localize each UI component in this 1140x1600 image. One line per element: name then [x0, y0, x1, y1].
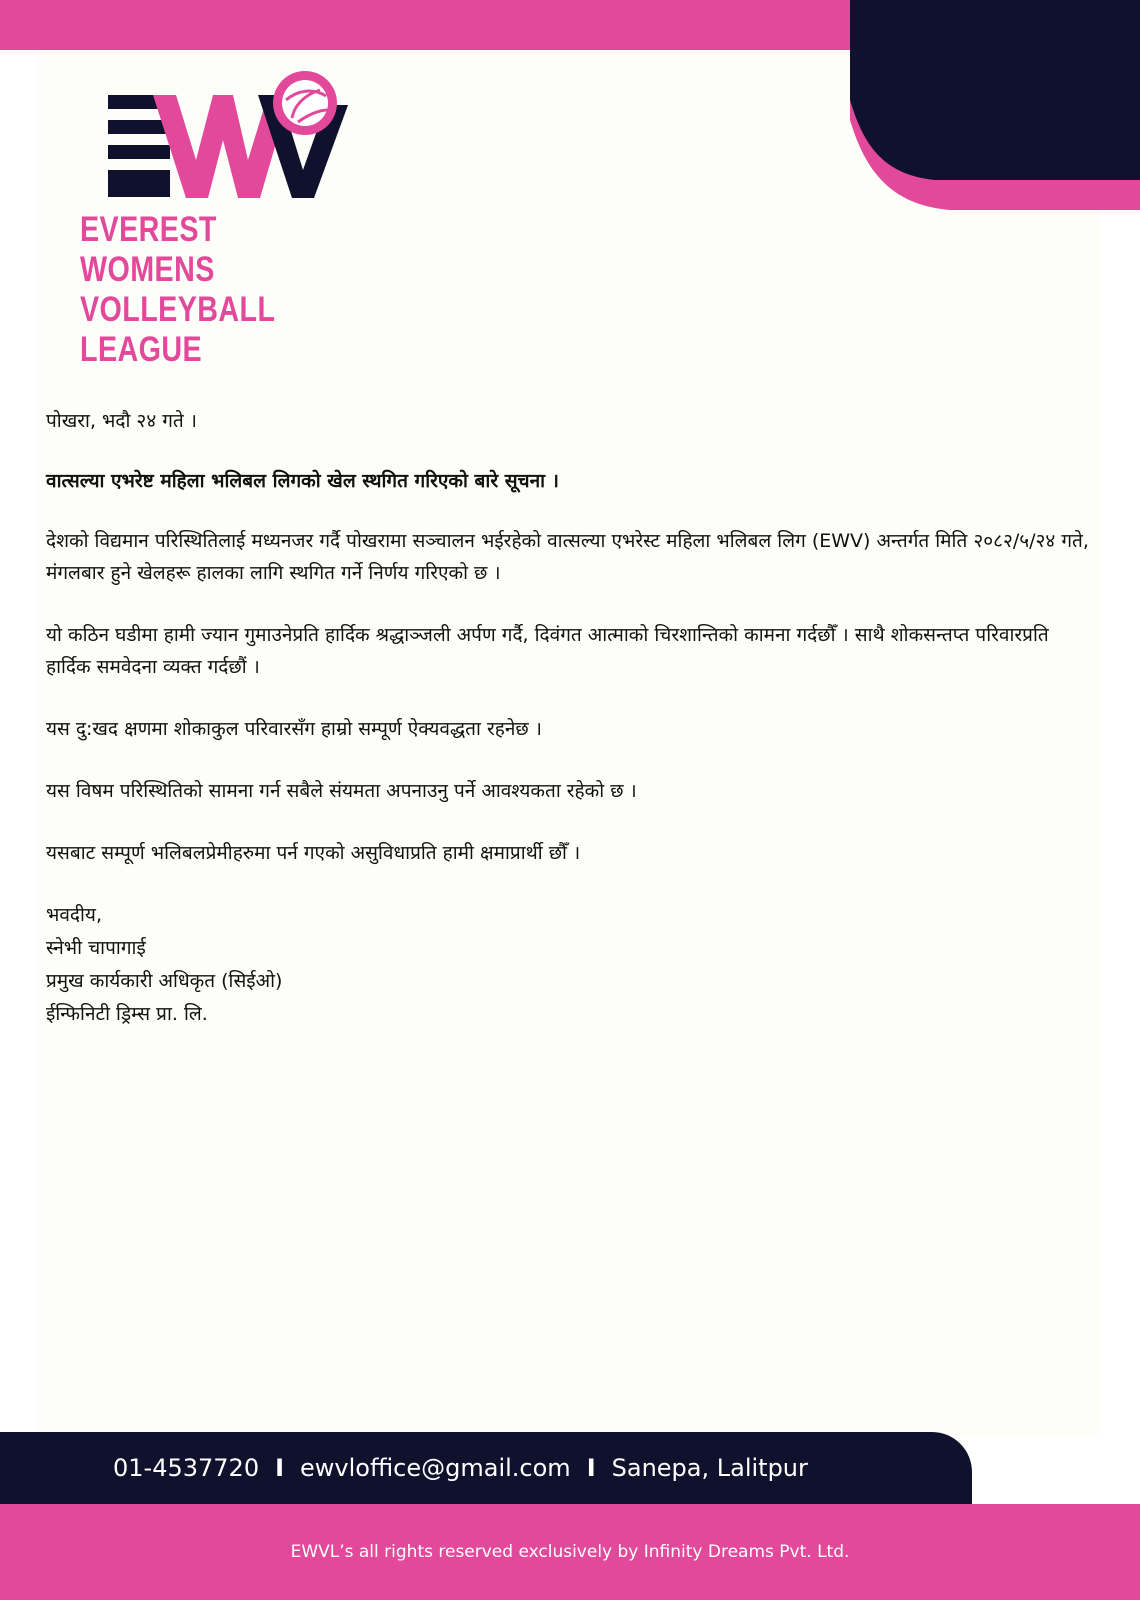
corner-decoration — [800, 0, 1140, 210]
paragraph-2: यो कठिन घडीमा हामी ज्यान गुमाउनेप्रति हार्दिक श्रद्धाञ्जली अर्पण गर्दै, दिवंगत आत्माको चिरशान्तिको कामना गर्दछौँ । साथै शोकसन्तप्त परिवारप्रति हार्दिक समवेदना व्यक्त गर्दछौं । — [46, 624, 1049, 678]
paragraph-1: देशको विद्यमान परिस्थितिलाई मध्यनजर गर्दै पोखरामा सञ्चालन भईरहेको वात्सल्या एभरेस्ट महिला भलिबल लिग (EWV) अन्तर्गत मिति २०८२/५/२४ गते, मंगलबार हुने खेलहरू हालका लागि स्थगित गर्ने निर्णय गरिएको छ । — [46, 530, 1089, 584]
paragraph-5: यसबाट सम्पूर्ण भलिबलप्रेमीहरुमा पर्न गएको असुविधाप्रति हामी क्षमाप्रार्थी छौँ । — [46, 842, 581, 864]
company-name: ईन्फिनिटी ड्रिम्स प्रा. लि. — [46, 1003, 208, 1025]
closing: भवदीय, — [46, 904, 102, 926]
footer-rights-bar — [0, 1504, 1140, 1600]
footer-address: Sanepa, Lalitpur — [611, 1454, 808, 1482]
footer-separator: I — [275, 1454, 285, 1482]
footer-phone: 01-4537720 — [113, 1454, 260, 1482]
footer-separator: I — [586, 1454, 596, 1482]
letter-body — [46, 405, 1096, 1031]
logo-line-2: VOLLEYBALL LEAGUE — [80, 290, 275, 369]
footer-rights: EWVL’s all rights reserved exclusively by Infinity Dreams Pvt. Ltd. — [290, 1542, 850, 1562]
logo-line-1: EVEREST WOMENS — [80, 210, 217, 289]
logo-wordmark — [80, 210, 326, 370]
signatory-name: स्नेभी चापागाई — [46, 937, 146, 959]
letter-subject: वात्सल्या एभरेष्ट महिला भलिबल लिगको खेल स्थगित गरिएको बारे सूचना । — [46, 470, 559, 492]
signature-block — [46, 899, 1096, 1031]
signatory-title: प्रमुख कार्यकारी अधिकृत (सिईओ) — [46, 970, 283, 992]
paragraph-3: यस दु:खद क्षणमा शोकाकुल परिवारसँग हाम्रो सम्पूर्ण ऐक्यवद्धता रहनेछ । — [46, 718, 542, 740]
footer-email: ewvloffice@gmail.com — [300, 1454, 571, 1482]
footer-contact-bar — [0, 1432, 972, 1504]
paragraph-4: यस विषम परिस्थितिको सामना गर्न सबैले संयमता अपनाउनु पर्ने आवश्यकता रहेको छ । — [46, 780, 637, 802]
letter-date: पोखरा, भदौ २४ गते । — [46, 410, 198, 432]
